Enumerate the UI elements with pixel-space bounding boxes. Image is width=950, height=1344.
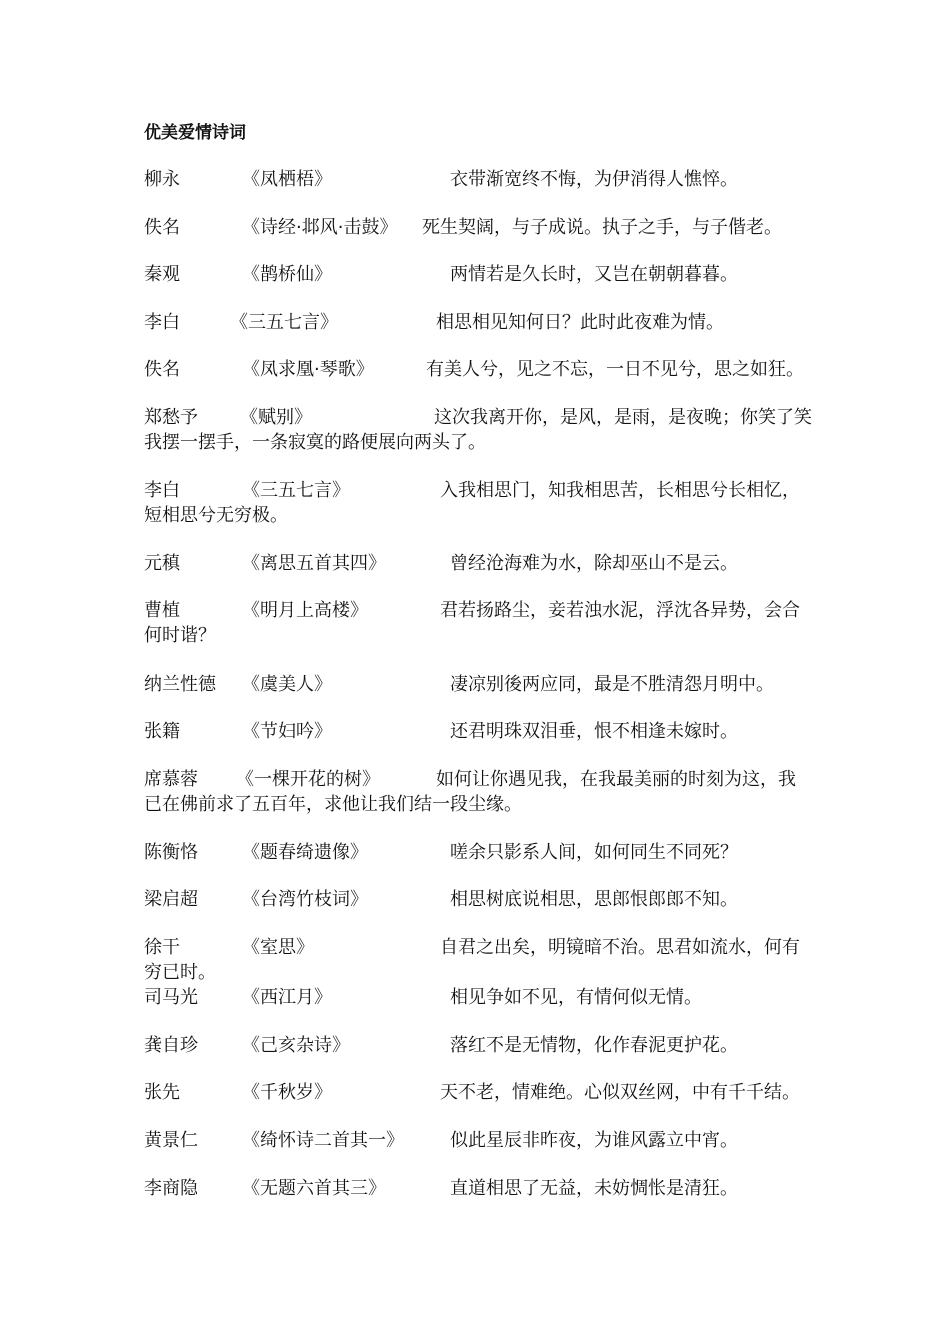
poem-author: 佚名 [144,359,180,380]
poem-work: 《台湾竹枝词》 [242,889,368,910]
poem-author: 徐干 [144,937,180,958]
poem-work: 《三五七言》 [230,312,338,333]
poem-author: 郑愁予 [144,407,198,428]
poem-author: 黄景仁 [144,1130,198,1151]
poem-verse: 死生契阔，与子成说。执子之手，与子偕老。 [422,217,782,238]
poem-entry [144,598,808,648]
poem-verse-continuation: 短相思兮无穷极。 [144,505,288,526]
poem-verse: 入我相思门，知我相思苦，长相思兮长相忆， [440,480,800,501]
poem-work: 《诗经·邶风·击鼓》 [242,217,398,238]
poem-verse: 似此星辰非昨夜，为谁风露立中宵。 [450,1130,738,1151]
poem-author: 秦观 [144,264,180,285]
poem-author: 席慕蓉 [144,769,198,790]
poem-work: 《鹊桥仙》 [242,264,332,285]
poem-work: 《凤求凰·琴歌》 [242,359,374,380]
poem-verse-continuation: 穷已时。 [144,962,216,983]
poem-work: 《虞美人》 [242,674,332,695]
poem-author: 曹植 [144,600,180,621]
poem-work: 《节妇吟》 [242,721,332,742]
poem-author: 柳永 [144,169,180,190]
poem-verse: 相思相见知何日？此时此夜难为情。 [436,312,724,333]
poem-verse: 相见争如不见，有情何似无情。 [450,987,702,1008]
poem-verse: 曾经沧海难为水，除却巫山不是云。 [450,553,738,574]
poem-author: 张先 [144,1082,180,1103]
poem-entry [144,1033,808,1058]
poem-work: 《己亥杂诗》 [242,1035,350,1056]
poem-verse: 嗟余只影系人间，如何同生不同死？ [450,842,738,863]
poem-entry [144,551,808,576]
poem-work: 《三五七言》 [242,480,350,501]
poem-entry [144,167,808,192]
poem-verse: 君若扬路尘，妾若浊水泥，浮沈各异势，会合 [440,600,800,621]
poem-verse: 衣带渐宽终不悔，为伊消得人憔悴。 [450,169,738,190]
poem-verse: 还君明珠双泪垂，恨不相逢未嫁时。 [450,721,738,742]
poem-verse: 凄凉别後两应同，最是不胜清怨月明中。 [450,674,774,695]
poem-verse: 两情若是久长时，又岂在朝朝暮暮。 [450,264,738,285]
document-title: 优美爱情诗词 [144,123,246,143]
poem-author: 李白 [144,312,180,333]
poem-work: 《题春绮遗像》 [242,842,368,863]
poem-verse: 这次我离开你，是风，是雨，是夜晚；你笑了笑 [434,407,812,428]
poem-work: 《千秋岁》 [242,1082,332,1103]
poem-author: 佚名 [144,217,180,238]
poem-verse: 相思树底说相思，思郎恨郎郎不知。 [450,889,738,910]
poem-entry [144,215,808,240]
poem-author: 梁启超 [144,889,198,910]
poem-entry [144,840,808,865]
poem-entry [144,672,808,697]
poem-work: 《一棵开花的树》 [236,769,380,790]
poem-entry [144,985,808,1010]
poem-entry [144,935,808,985]
poem-author: 张籍 [144,721,180,742]
poem-work: 《西江月》 [242,987,332,1008]
poem-entry [144,357,808,382]
poem-entry [144,1080,808,1105]
poem-verse-continuation: 何时谐？ [144,625,216,646]
poem-entry [144,1128,808,1153]
poem-entry [144,719,808,744]
poem-author: 陈衡恪 [144,842,198,863]
poem-verse: 有美人兮，见之不忘，一日不见兮，思之如狂。 [426,359,804,380]
poem-work: 《无题六首其三》 [242,1178,386,1199]
poem-entry [144,887,808,912]
poem-verse-continuation: 已在佛前求了五百年，求他让我们结一段尘缘。 [144,794,522,815]
poem-work: 《室思》 [242,937,314,958]
poem-verse: 自君之出矣，明镜暗不治。思君如流水，何有 [440,937,800,958]
poem-verse: 直道相思了无益，未妨惆怅是清狂。 [450,1178,738,1199]
poem-author: 纳兰性德 [144,674,216,695]
poem-work: 《赋别》 [240,407,312,428]
poem-entry [144,767,808,817]
poem-work: 《离思五首其四》 [242,553,386,574]
poem-verse: 如何让你遇见我，在我最美丽的时刻为这，我 [436,769,796,790]
poem-verse-continuation: 我摆一摆手，一条寂寞的路便展向两头了。 [144,432,486,453]
poem-author: 李白 [144,480,180,501]
poem-entry [144,1176,808,1201]
poem-verse: 落红不是无情物，化作春泥更护花。 [450,1035,738,1056]
poem-work: 《明月上高楼》 [242,600,368,621]
poem-entry [144,262,808,287]
poem-work: 《绮怀诗二首其一》 [242,1130,404,1151]
poem-author: 元稹 [144,553,180,574]
poem-verse: 天不老，情难绝。心似双丝网，中有千千结。 [440,1082,800,1103]
poem-work: 《凤栖梧》 [242,169,332,190]
poem-author: 龚自珍 [144,1035,198,1056]
poem-entry [144,478,808,528]
poem-entry [144,405,812,455]
poem-entry [144,310,808,335]
poem-author: 李商隐 [144,1178,198,1199]
poem-author: 司马光 [144,987,198,1008]
